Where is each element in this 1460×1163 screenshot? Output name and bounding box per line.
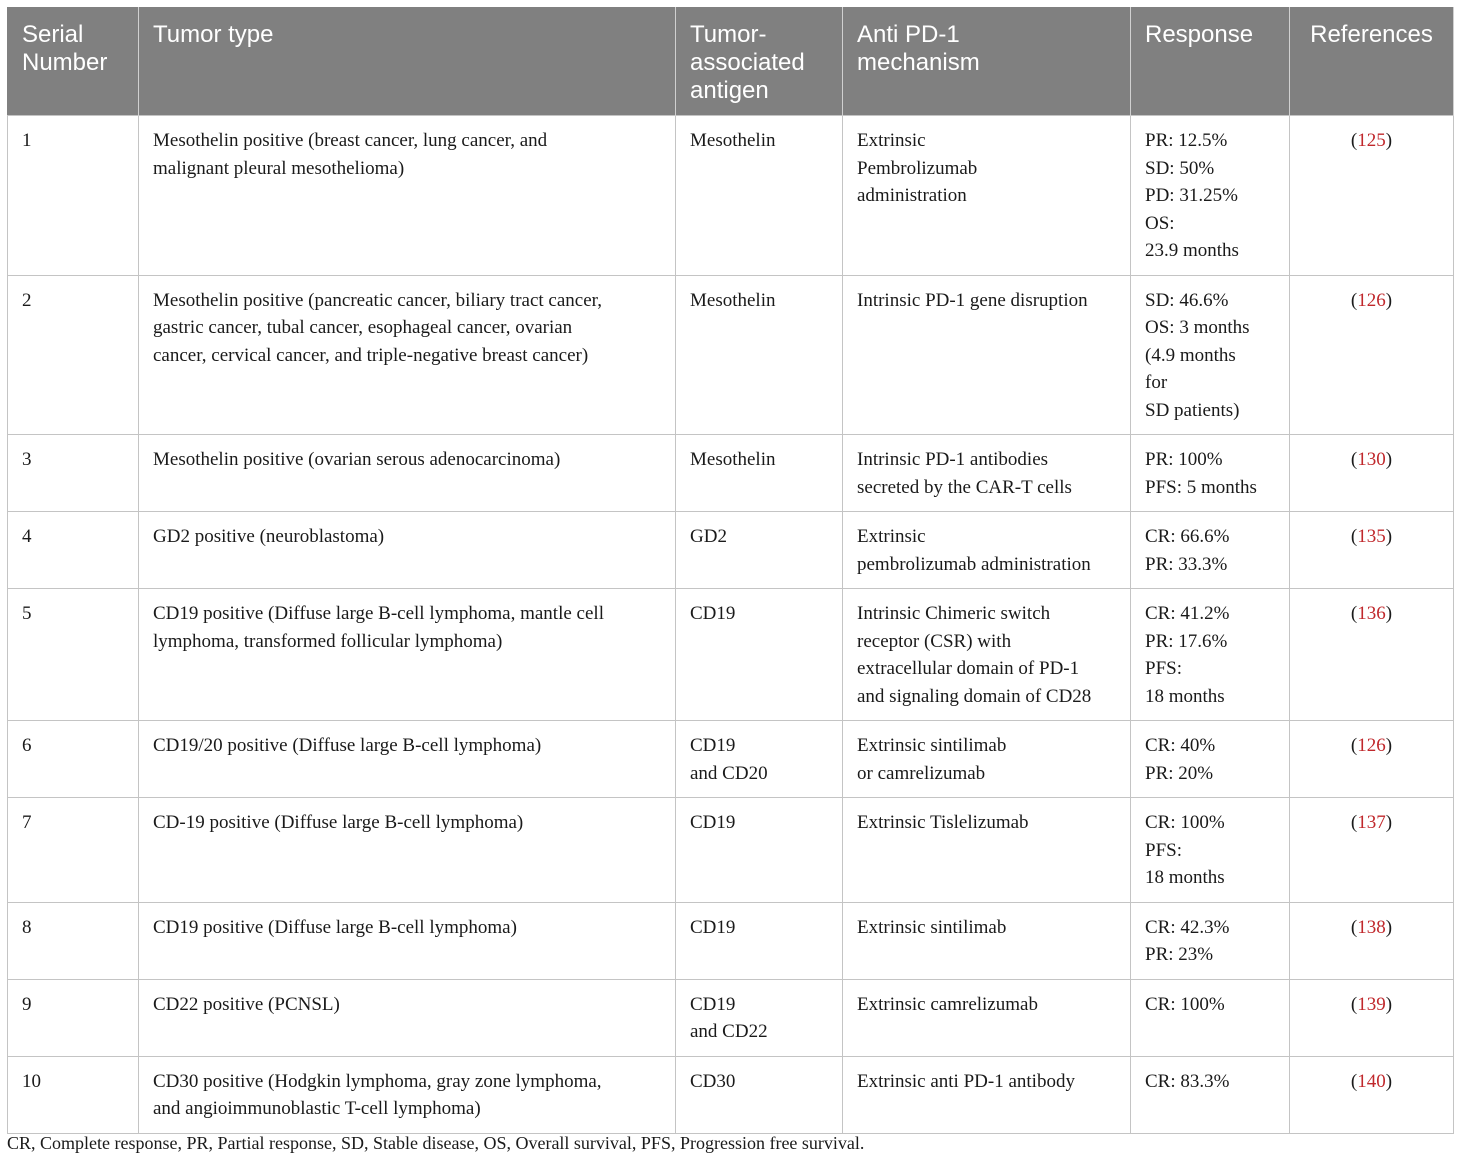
cell-line: malignant pleural mesothelioma) bbox=[153, 157, 405, 179]
cell-line: PR: 17.6% bbox=[1145, 630, 1228, 652]
cell-line: CD19 bbox=[690, 993, 736, 1015]
reference-cell: (126) bbox=[1290, 275, 1454, 435]
tumor-type-cell bbox=[139, 275, 676, 435]
table-body bbox=[8, 116, 1454, 1134]
cell-line: Extrinsic anti PD-1 antibody bbox=[857, 1070, 1075, 1092]
cell-line: PR: 12.5% bbox=[1145, 130, 1228, 151]
reference-cell: (126) bbox=[1290, 721, 1454, 798]
reference-cell: (137) bbox=[1290, 798, 1454, 903]
header-references: References bbox=[1290, 8, 1454, 116]
reference-cell: (138) bbox=[1290, 902, 1454, 979]
tumor-type-cell bbox=[139, 979, 676, 1056]
reference-link[interactable]: 130 bbox=[1357, 449, 1386, 470]
antigen-cell bbox=[676, 116, 843, 276]
cell-line: CD19 positive (Diffuse large B-cell lymphoma, mantle cell bbox=[153, 603, 604, 624]
tumor-type-cell bbox=[139, 435, 676, 512]
cell-line: CD19 bbox=[690, 603, 736, 624]
serial-number-cell: 2 bbox=[8, 275, 139, 435]
mechanism-cell bbox=[843, 798, 1131, 903]
cell-line: CR: 40% bbox=[1145, 735, 1216, 756]
cell-line: CD-19 positive (Diffuse large B-cell lymphoma) bbox=[153, 812, 524, 833]
mechanism-cell bbox=[843, 1056, 1131, 1133]
cell-line: and CD22 bbox=[690, 1021, 768, 1042]
cell-line: receptor (CSR) with bbox=[857, 630, 1012, 652]
cell-line: SD patients) bbox=[1145, 399, 1240, 421]
reference-cell: (136) bbox=[1290, 589, 1454, 721]
cell-line: Intrinsic Chimeric switch bbox=[857, 603, 1051, 624]
table-row bbox=[8, 589, 1454, 721]
antigen-cell bbox=[676, 798, 843, 903]
cell-line: lymphoma, transformed follicular lymphoma) bbox=[153, 630, 503, 652]
tumor-type-cell bbox=[139, 902, 676, 979]
response-cell bbox=[1131, 116, 1290, 276]
serial-number-cell: 10 bbox=[8, 1056, 139, 1133]
cell-line: and signaling domain of CD28 bbox=[857, 685, 1092, 707]
cell-line: PR: 23% bbox=[1145, 944, 1214, 965]
table-row bbox=[8, 902, 1454, 979]
response-cell bbox=[1131, 589, 1290, 721]
table-row bbox=[8, 721, 1454, 798]
cell-line: Mesothelin bbox=[690, 449, 776, 470]
cell-line: for bbox=[1145, 372, 1168, 393]
cell-line: CD19 bbox=[690, 916, 736, 938]
cell-line: Extrinsic Tislelizumab bbox=[857, 812, 1029, 833]
mechanism-cell bbox=[843, 116, 1131, 276]
table-row bbox=[8, 979, 1454, 1056]
serial-number-cell: 5 bbox=[8, 589, 139, 721]
serial-number-cell: 4 bbox=[8, 512, 139, 589]
table-row bbox=[8, 512, 1454, 589]
tumor-type-cell bbox=[139, 589, 676, 721]
cell-line: CR: 83.3% bbox=[1145, 1070, 1230, 1092]
response-cell bbox=[1131, 979, 1290, 1056]
header-response: Response bbox=[1131, 8, 1290, 116]
cell-line: gastric cancer, tubal cancer, esophageal cancer, ovarian bbox=[153, 317, 573, 338]
serial-number-cell: 1 bbox=[8, 116, 139, 276]
header-serial-number: Serial Number bbox=[8, 8, 139, 116]
reference-link[interactable]: 126 bbox=[1357, 289, 1386, 311]
header-tumor-type: Tumor type bbox=[139, 8, 676, 116]
table-row bbox=[8, 1056, 1454, 1133]
cell-line: extracellular domain of PD-1 bbox=[857, 658, 1080, 679]
cell-line: PR: 20% bbox=[1145, 762, 1214, 784]
cell-line: Intrinsic PD-1 antibodies bbox=[857, 449, 1049, 470]
cell-line: Extrinsic bbox=[857, 526, 926, 547]
cell-line: GD2 bbox=[690, 526, 727, 547]
serial-number-cell: 6 bbox=[8, 721, 139, 798]
tumor-type-cell bbox=[139, 798, 676, 903]
cell-line: PFS: bbox=[1145, 839, 1182, 861]
cell-line: (4.9 months bbox=[1145, 344, 1236, 366]
mechanism-cell bbox=[843, 512, 1131, 589]
mechanism-cell bbox=[843, 275, 1131, 435]
response-cell bbox=[1131, 902, 1290, 979]
table-row bbox=[8, 435, 1454, 512]
cell-line: SD: 50% bbox=[1145, 157, 1215, 179]
cell-line: administration bbox=[857, 185, 967, 206]
cell-line: CD22 positive (PCNSL) bbox=[153, 993, 340, 1015]
cell-line: OS: 3 months bbox=[1145, 317, 1250, 338]
response-cell bbox=[1131, 798, 1290, 903]
reference-link[interactable]: 136 bbox=[1357, 603, 1386, 624]
cell-line: Extrinsic sintilimab bbox=[857, 735, 1007, 756]
cell-line: CD19/20 positive (Diffuse large B-cell lymphoma) bbox=[153, 735, 542, 756]
table-row bbox=[8, 798, 1454, 903]
serial-number-cell: 8 bbox=[8, 902, 139, 979]
antigen-cell bbox=[676, 512, 843, 589]
antigen-cell bbox=[676, 275, 843, 435]
reference-cell: (125) bbox=[1290, 116, 1454, 276]
reference-link[interactable]: 139 bbox=[1357, 993, 1386, 1015]
cell-line: Extrinsic camrelizumab bbox=[857, 993, 1038, 1015]
cell-line: PFS: bbox=[1145, 658, 1182, 679]
header-tumor-associated-antigen: Tumor- associated antigen bbox=[676, 8, 843, 116]
cell-line: SD: 46.6% bbox=[1145, 289, 1229, 311]
response-cell bbox=[1131, 512, 1290, 589]
reference-link[interactable]: 140 bbox=[1357, 1070, 1386, 1092]
cell-line: CD30 bbox=[690, 1070, 736, 1092]
header-anti-pd1-mechanism: Anti PD-1 mechanism bbox=[843, 8, 1131, 116]
cell-line: and CD20 bbox=[690, 762, 768, 784]
table-footnote: CR, Complete response, PR, Partial response, SD, Stable disease, OS, Overall survival, PFS, Progression free survival. bbox=[7, 1133, 865, 1153]
cell-line: pembrolizumab administration bbox=[857, 553, 1091, 575]
cell-line: PD: 31.25% bbox=[1145, 185, 1238, 206]
reference-cell: (140) bbox=[1290, 1056, 1454, 1133]
cell-line: Mesothelin positive (ovarian serous adenocarcinoma) bbox=[153, 449, 561, 470]
cell-line: Mesothelin positive (pancreatic cancer, biliary tract cancer, bbox=[153, 289, 602, 311]
cell-line: Mesothelin positive (breast cancer, lung cancer, and bbox=[153, 130, 548, 151]
cell-line: CR: 100% bbox=[1145, 812, 1225, 833]
mechanism-cell bbox=[843, 979, 1131, 1056]
data-table bbox=[7, 7, 1454, 1134]
tumor-type-cell bbox=[139, 116, 676, 276]
cell-line: Pembrolizumab bbox=[857, 157, 978, 179]
reference-link[interactable]: 126 bbox=[1357, 735, 1386, 756]
cell-line: cancer, cervical cancer, and triple-negative breast cancer) bbox=[153, 344, 589, 366]
table-container bbox=[7, 7, 1453, 1134]
cell-line: Extrinsic sintilimab bbox=[857, 916, 1007, 938]
antigen-cell bbox=[676, 902, 843, 979]
antigen-cell bbox=[676, 589, 843, 721]
antigen-cell bbox=[676, 1056, 843, 1133]
cell-line: OS: bbox=[1145, 212, 1175, 234]
cell-line: PR: 33.3% bbox=[1145, 553, 1228, 575]
response-cell bbox=[1131, 275, 1290, 435]
table-row bbox=[8, 116, 1454, 276]
cell-line: 18 months bbox=[1145, 685, 1225, 707]
cell-line: Mesothelin bbox=[690, 130, 776, 151]
serial-number-cell: 9 bbox=[8, 979, 139, 1056]
cell-line: Mesothelin bbox=[690, 289, 776, 311]
cell-line: CD30 positive (Hodgkin lymphoma, gray zone lymphoma, bbox=[153, 1070, 602, 1092]
mechanism-cell bbox=[843, 589, 1131, 721]
reference-cell: (135) bbox=[1290, 512, 1454, 589]
tumor-type-cell bbox=[139, 721, 676, 798]
serial-number-cell: 3 bbox=[8, 435, 139, 512]
response-cell bbox=[1131, 721, 1290, 798]
cell-line: 18 months bbox=[1145, 867, 1225, 888]
antigen-cell bbox=[676, 979, 843, 1056]
cell-line: and angioimmunoblastic T-cell lymphoma) bbox=[153, 1098, 481, 1119]
cell-line: CR: 42.3% bbox=[1145, 916, 1230, 938]
mechanism-cell bbox=[843, 435, 1131, 512]
tumor-type-cell bbox=[139, 512, 676, 589]
reference-link[interactable]: 138 bbox=[1357, 916, 1386, 938]
mechanism-cell bbox=[843, 902, 1131, 979]
cell-line: 23.9 months bbox=[1145, 240, 1239, 261]
cell-line: GD2 positive (neuroblastoma) bbox=[153, 526, 385, 547]
serial-number-cell: 7 bbox=[8, 798, 139, 903]
reference-link[interactable]: 137 bbox=[1357, 812, 1386, 833]
cell-line: CD19 bbox=[690, 735, 736, 756]
cell-line: or camrelizumab bbox=[857, 762, 986, 784]
cell-line: CR: 41.2% bbox=[1145, 603, 1230, 624]
reference-cell: (130) bbox=[1290, 435, 1454, 512]
cell-line: PR: 100% bbox=[1145, 449, 1223, 470]
reference-link[interactable]: 135 bbox=[1357, 526, 1386, 547]
response-cell bbox=[1131, 435, 1290, 512]
reference-link[interactable]: 125 bbox=[1357, 130, 1386, 151]
cell-line: CR: 100% bbox=[1145, 993, 1225, 1015]
table-row bbox=[8, 275, 1454, 435]
cell-line: Extrinsic bbox=[857, 130, 926, 151]
cell-line: PFS: 5 months bbox=[1145, 476, 1257, 498]
header-row bbox=[8, 8, 1454, 116]
antigen-cell bbox=[676, 721, 843, 798]
mechanism-cell bbox=[843, 721, 1131, 798]
tumor-type-cell bbox=[139, 1056, 676, 1133]
response-cell bbox=[1131, 1056, 1290, 1133]
cell-line: Intrinsic PD-1 gene disruption bbox=[857, 289, 1088, 311]
reference-cell: (139) bbox=[1290, 979, 1454, 1056]
cell-line: CD19 bbox=[690, 812, 736, 833]
cell-line: secreted by the CAR-T cells bbox=[857, 476, 1072, 498]
antigen-cell bbox=[676, 435, 843, 512]
cell-line: CR: 66.6% bbox=[1145, 526, 1230, 547]
cell-line: CD19 positive (Diffuse large B-cell lymphoma) bbox=[153, 916, 517, 938]
